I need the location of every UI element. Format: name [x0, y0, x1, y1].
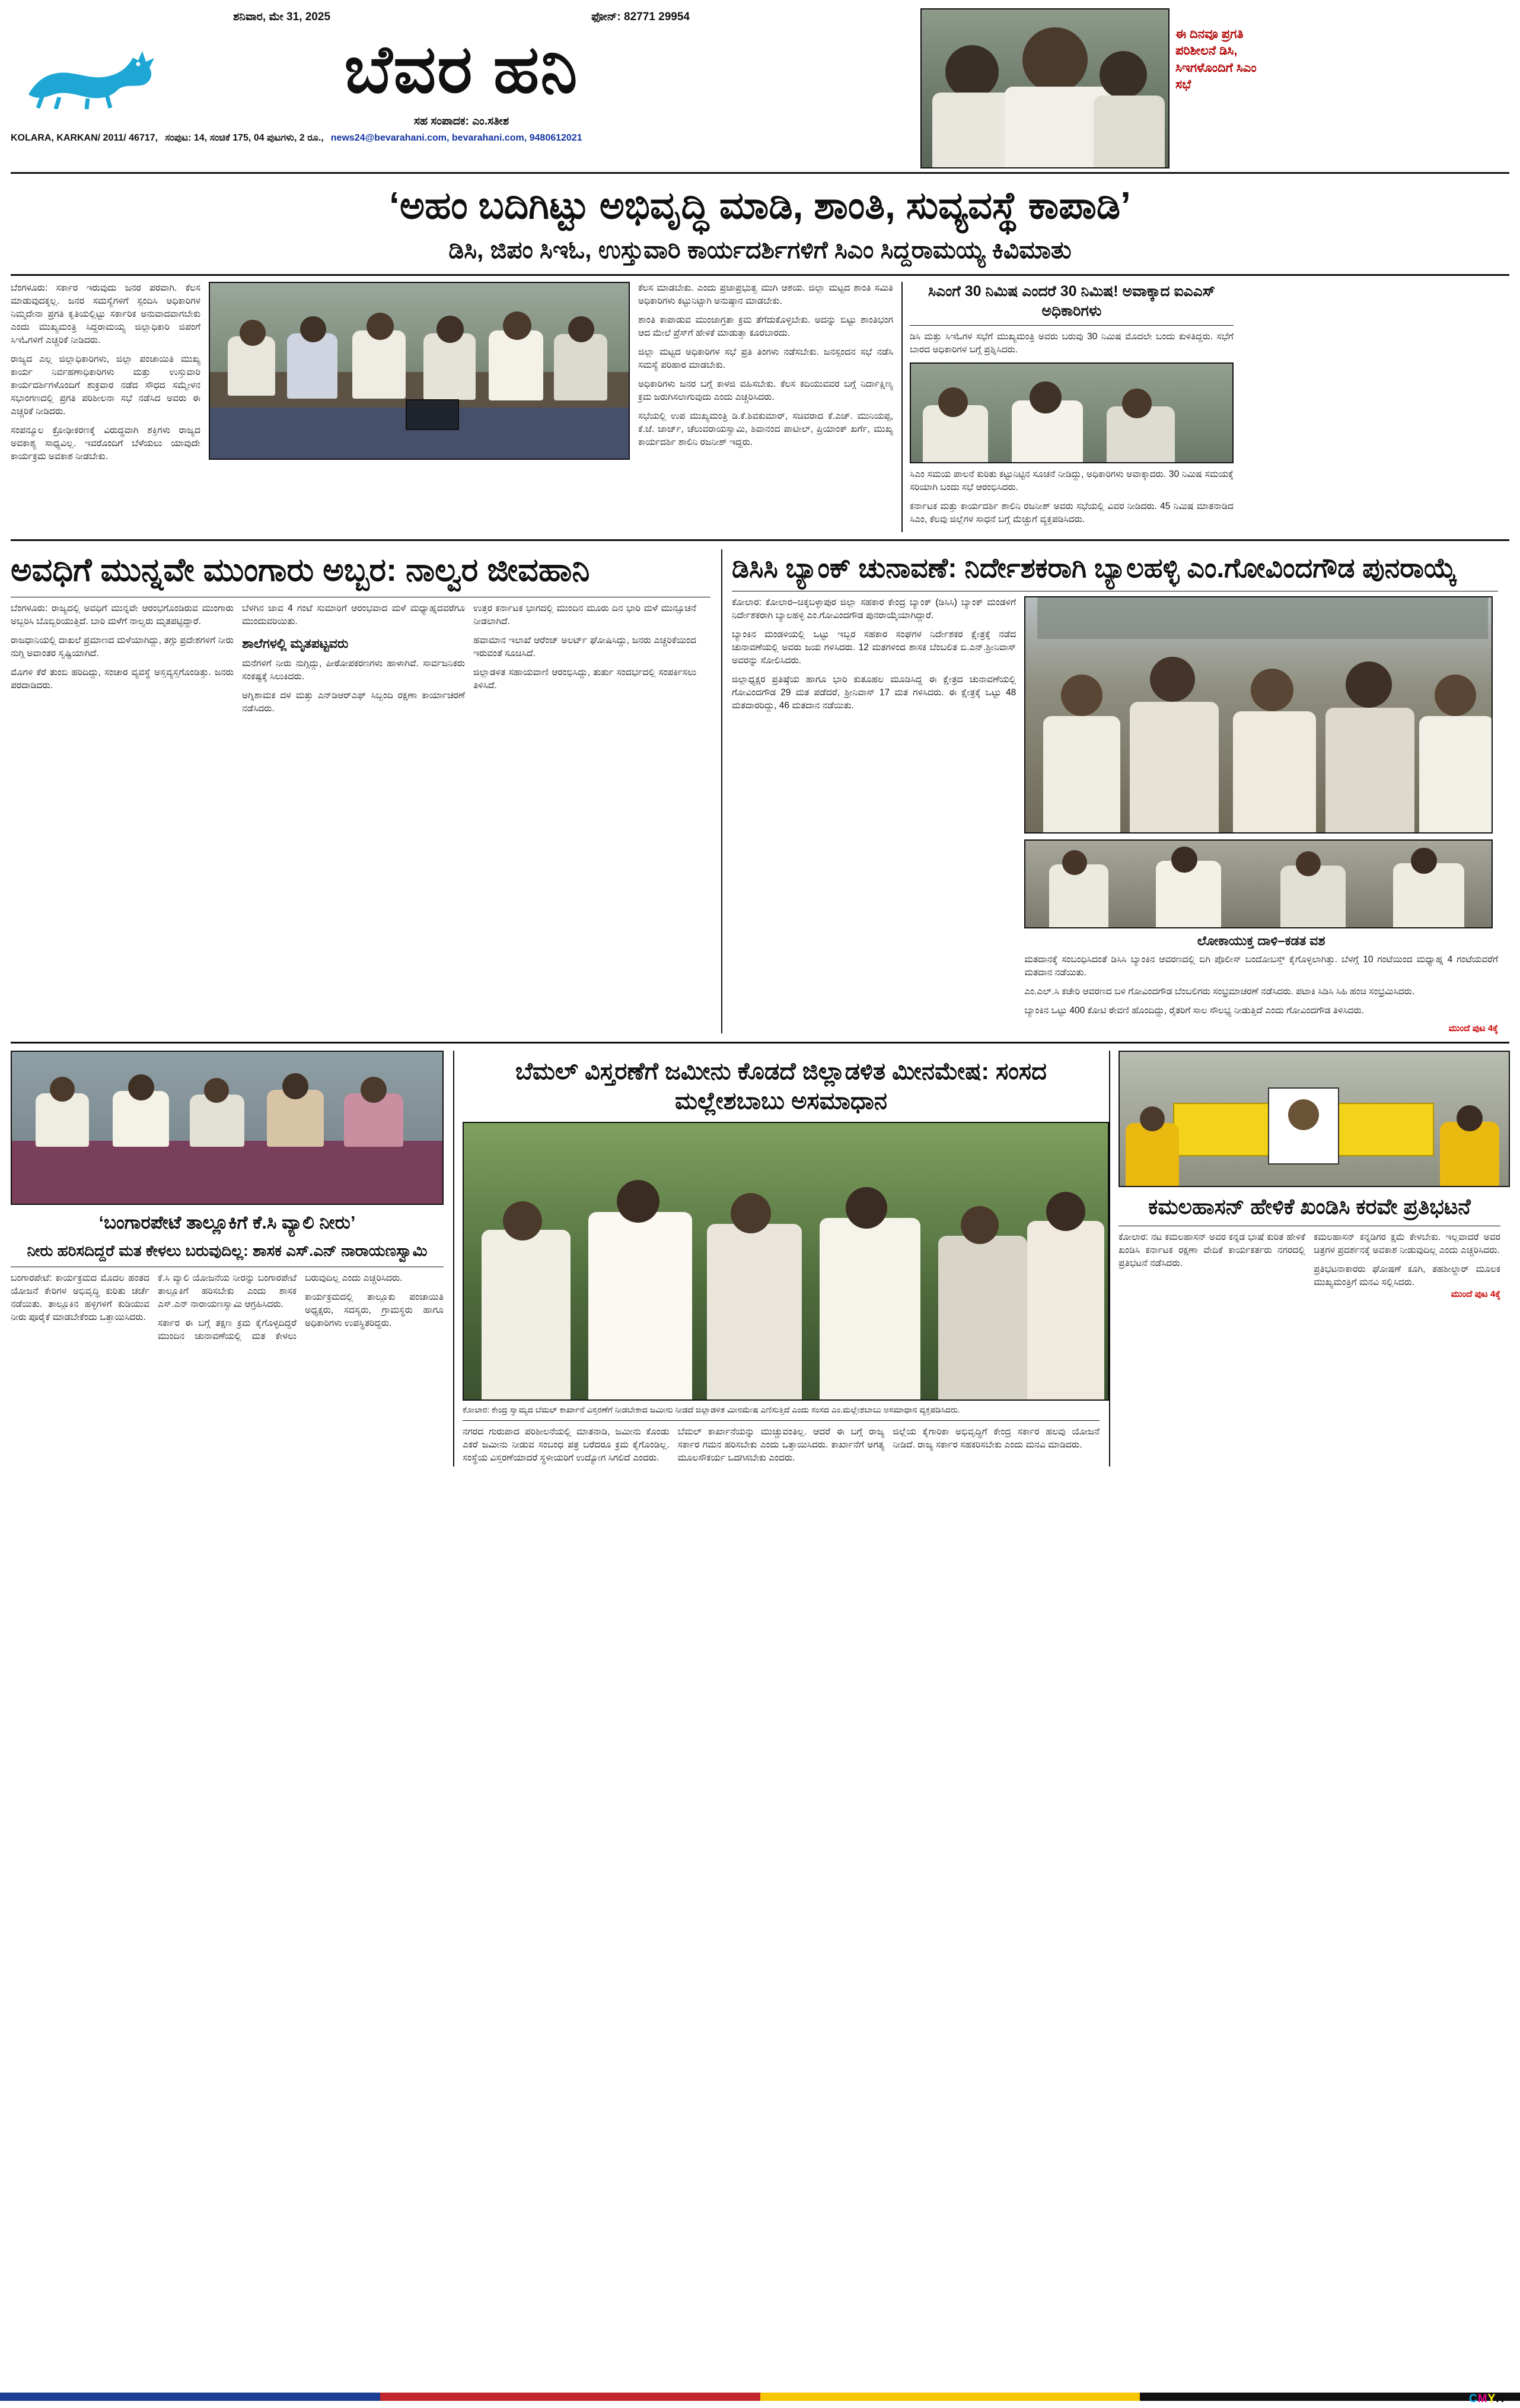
color-bar	[0, 2393, 1520, 2401]
paragraph: ಜಿಲ್ಲೆಯ ಕೈಗಾರಿಕಾ ಅಭಿವೃದ್ಧಿಗೆ ಕೇಂದ್ರ ಸರ್ಕಾರ ಹಲವು ಯೋಜನೆ ನೀಡಿದೆ. ರಾಜ್ಯ ಸರ್ಕಾರ ಸಹಕರಿಸಬೇಕು ಎಂದು ಮನವಿ ಮಾಡಿದರು.	[893, 1427, 1100, 1450]
paragraph: ಜಿಲ್ಲಾ ಮಟ್ಟದ ಅಧಿಕಾರಿಗಳ ಸಭೆ ಪ್ರತಿ ತಿಂಗಳು ನಡೆಸಬೇಕು. ಜನಸ್ಪಂದನ ಸಭೆ ನಡೆಸಿ ಸಮಸ್ಯೆ ಪರಿಹಾರ ಮಾಡಬೇಕು.	[638, 347, 893, 370]
paragraph: ಬ್ಯಾಂಕಿನ ಒಟ್ಟು 400 ಕೋಟಿ ಠೇವಣಿ ಹೊಂದಿದ್ದು, ರೈತರಿಗೆ ಸಾಲ ಸೌಲಭ್ಯ ನೀಡುತ್ತಿದೆ ಎಂದು ಗೋವಿಂದಗೌಡ ತಿಳಿಸಿದರು.	[1024, 1006, 1365, 1016]
newspaper-title: ಬೆವರ ಹನಿ	[344, 32, 579, 106]
masthead	[11, 8, 1509, 174]
masthead-right	[912, 8, 1509, 168]
masthead-photo-caption: ಈ ದಿನವೂ ಪ್ರಗತಿ ಪರಿಶೀಲನೆ ಡಿಸಿ, ಸಿಇಗಳೊಂದಿಗೆ ಸಿಎಂ ಸಭೆ	[1175, 27, 1257, 92]
bemel-headline: ಬೆಮಲ್ ವಿಸ್ತರಣೆಗೆ ಜಮೀನು ಕೊಡದೆ ಜಿಲ್ಲಾಡಳಿತ ಮೀನಮೇಷ: ಸಂಸದ ಮಲ್ಲೇಶಬಾಬು ಅಸಮಾಧಾನ	[515, 1058, 1047, 1115]
kamalhaasan-headline: ಕಮಲಹಾಸನ್ ಹೇಳಿಕೆ ಖಂಡಿಸಿ ಕರವೇ ಪ್ರತಿಭಟನೆ	[1148, 1194, 1471, 1219]
celebration-crowd-photo	[1024, 596, 1493, 834]
bemel-photo-caption: ಕೋಲಾರ: ಕೇಂದ್ರ ಸ್ವಾಮ್ಯದ ಬೆಮಲ್ ಕಾರ್ಖಾನೆ ವಿಸ್ತರಣೆಗೆ ನೀಡಬೇಕಾದ ಜಮೀನು ನೀಡದೆ ಜಿಲ್ಲಾಡಳಿತ ಮೀನಮೇಷ ಎಣಿಸುತ್ತಿದೆ ಎಂದು ಸಂಸದ ಎಂ.ಮಲ್ಲೇಶಬಾಬು ಅಸಮಾಧಾನ ವ್ಯಕ್ತಪಡಿಸಿದರು.	[463, 1405, 960, 1415]
color-bar-yellow	[760, 2393, 1140, 2401]
cmyk-y: Y	[1487, 2393, 1496, 2405]
lead-column-2	[209, 282, 630, 532]
paragraph: ಉತ್ತರ ಕರ್ನಾಟಕ ಭಾಗದಲ್ಲಿ ಮುಂದಿನ ಮೂರು ದಿನ ಭಾರಿ ಮಳೆ ಮುನ್ಸೂಚನೆ ನೀಡಲಾಗಿದೆ.	[473, 603, 696, 626]
kc-valley-story	[11, 1051, 444, 1467]
paragraph: ರಾಜಧಾನಿಯಲ್ಲಿ ದಾಖಲೆ ಪ್ರಮಾಣದ ಮಳೆಯಾಗಿದ್ದು, ತಗ್ಗು ಪ್ರದೇಶಗಳಿಗೆ ನೀರು ನುಗ್ಗಿ ಅವಾಂತರ ಸೃಷ್ಟಿಯಾಗಿದೆ.	[11, 635, 234, 659]
registration-info: KOLARA, KARKAN/ 2011/ 46717,	[11, 133, 158, 143]
paragraph: ಮತದಾನಕ್ಕೆ ಸಂಬಂಧಿಸಿದಂತೆ ಡಿಸಿಸಿ ಬ್ಯಾಂಕಿನ ಆವರಣದಲ್ಲಿ ಬಿಗಿ ಪೊಲೀಸ್ ಬಂದೋಬಸ್ತ್ ಕೈಗೊಳ್ಳಲಾಗಿತ್ತು. ಬೆಳಗ್ಗೆ 10 ಗಂಟೆಯಿಂದ ಮಧ್ಯಾಹ್ನ 4 ಗಂಟೆಯವರೆಗೆ ಮತದಾನ ನಡೆಯಿತು.	[1024, 955, 1498, 978]
paragraph: ಅಗ್ನಿಶಾಮಕ ದಳ ಮತ್ತು ಎನ್‌ಡಿಆರ್‌ಎಫ್ ಸಿಬ್ಬಂದಿ ರಕ್ಷಣಾ ಕಾರ್ಯಾಚರಣೆ ನಡೆಸಿದರು.	[242, 690, 465, 714]
divider	[11, 539, 1509, 541]
editor-line: ಸಹ ಸಂಪಾದಕ: ಎಂ.ಸತೀಶ	[413, 115, 509, 128]
masthead-flag	[11, 25, 912, 114]
color-bar-red	[380, 2393, 760, 2401]
paragraph: ಬ್ಯಾಂಕಿನ ಮಂಡಳಿಯಲ್ಲಿ ಒಟ್ಟು ಇಬ್ಬರ ಸಹಕಾರ ಸಂಘಗಳ ನಿರ್ದೇಶಕರ ಕ್ಷೇತ್ರಕ್ಕೆ ನಡೆದ ಚುನಾವಣೆಯಲ್ಲಿ ಅವರು ಜಯ ಗಳಿಸಿದರು. 12 ಮತಗಳಿಂದ ಶಾಸಕ ಬೆಂಬಲಿತ ಬಿ.ಎನ್.ಶ್ರೀನಿವಾಸ್ ಅವರನ್ನು ಸೋಲಿಸಿದರು.	[732, 629, 1016, 666]
paragraph: ನಗರದ ಗುರುಪಾದ ಪರಿಶೀಲನೆಯಲ್ಲಿ ಮಾತನಾಡಿ, ಜಮೀನು ಕೊಂಡು ಎಕರೆ ಜಮೀನು ನೀಡುವ ಸಂಬಂಧ ಪತ್ರ ಬರೆದರೂ ಕ್ರಮ ಕೈಗೊಂಡಿಲ್ಲ. ಸಂಸ್ಥೆಯ ವಿಸ್ತರಣೆಯಾದರೆ ಸ್ಥಳೀಯರಿಗೆ ಉದ್ಯೋಗ ಸಿಗಲಿದೆ ಎಂದರು.	[463, 1427, 670, 1464]
masthead-left	[11, 8, 912, 168]
dcc-headline: ಡಿಸಿಸಿ ಬ್ಯಾಂಕ್ ಚುನಾವಣೆ: ನಿರ್ದೇಶಕರಾಗಿ ಬ್ಯಾಲಹಳ್ಳಿ ಎಂ.ಗೋವಿಂದಗೌಡ ಪುನರಾಯ್ಕೆ	[732, 552, 1457, 583]
monsoon-column-2	[242, 602, 465, 721]
meeting-dais-photo	[11, 1051, 444, 1205]
issue-date: ಶನಿವಾರ, ಮೇ 31, 2025	[232, 11, 331, 23]
paragraph: ಬೆಂಗಳೂರು: ಸರ್ಕಾರ ಇರುವುದು ಜನರ ಪರವಾಗಿ. ಕೆಲಸ ಮಾಡುವುದಕ್ಕಲ್ಲ. ಜನರ ಸಮಸ್ಯೆಗಳಿಗೆ ಸ್ಪಂದಿಸಿ ಅಧಿಕಾರಿಗಳ ನಿಮ್ಮದೇನಾ ಪ್ರಗತಿ ಕೃತಿಯಲ್ಲಿಟ್ಟು ಸರ್ಕಾರಿಕ ಅನುವಾದವಾಗಬೇಕು ಎಂದು ಮುಖ್ಯಮಂತ್ರಿ ಸಿದ್ದರಾಮಯ್ಯ ಜಿಲ್ಲಾಧಿಕಾರಿ ಜಿಪಂಗೆ ಸಿಇಓಗಳಿಗೆ ಎಚ್ಚರಿಕೆ ನೀಡಿದರು.	[11, 283, 200, 345]
cmyk-m: M	[1477, 2393, 1488, 2405]
paragraph: ಜಿಲ್ಲಾಧ್ಯಕ್ಷರ ಪ್ರತಿಷ್ಠೆಯ ಹಾಗೂ ಭಾರಿ ಕುತೂಹಲ ಮೂಡಿಸಿದ್ದ ಈ ಕ್ಷೇತ್ರದ ಚುನಾವಣೆಯಲ್ಲಿ ಗೋವಿಂದಗೌಡ 29 ಮತ ಪಡೆದರೆ, ಶ್ರೀನಿವಾಸ್ 17 ಮತ ಗಳಿಸಿದರು. ಈ ಕ್ಷೇತ್ರಕ್ಕೆ ಒಟ್ಟು 48 ಮತದಾರರಿದ್ದು, 46 ಮತದಾನ ನಡೆಯಿತು.	[732, 675, 1016, 711]
paragraph: ಮೊಗಳಿ ಕೆರೆ ತುಂಬಿ ಹರಿದಿದ್ದು, ಸಂಚಾರ ವ್ಯವಸ್ಥೆ ಅಸ್ತವ್ಯಸ್ತಗೊಂಡಿತ್ತು. ಜನರು ಪರದಾಡಿದರು.	[11, 667, 234, 691]
color-bar-blue	[0, 2393, 380, 2401]
assembly-meeting-photo	[209, 282, 630, 460]
lead-body	[11, 282, 1509, 532]
paragraph: ಅಧಿಕಾರಿಗಳು ಜನರ ಬಗ್ಗೆ ಕಾಳಜಿ ವಹಿಸಬೇಕು. ಕೆಲಸ ಕದಿಯುವವರ ಬಗ್ಗೆ ನಿರ್ದಾಕ್ಷಿಣ್ಯ ಕ್ರಮ ಜರುಗಿಸಲಾಗುವುದು ಎಂದು ಎಚ್ಚರಿಸಿದರು.	[638, 379, 893, 402]
protest-photo	[1119, 1051, 1510, 1187]
deck-three	[11, 1042, 1509, 1467]
lead-sidebox	[901, 282, 1234, 532]
continued-link[interactable]: ಮುಂದೆ ಪುಟ 4ಕ್ಕೆ	[1448, 1023, 1498, 1034]
kamalhaasan-protest-story	[1109, 1051, 1500, 1467]
monsoon-column-3	[473, 602, 696, 721]
paragraph: ಕಮಲಹಾಸನ್ ಕನ್ನಡಿಗರ ಕ್ಷಮೆ ಕೇಳಬೇಕು. ಇಲ್ಲವಾದರೆ ಅವರ ಚಿತ್ರಗಳ ಪ್ರದರ್ಶನಕ್ಕೆ ಅವಕಾಶ ನೀಡುವುದಿಲ್ಲ ಎಂದು ಎಚ್ಚರಿಸಿದರು.	[1314, 1232, 1500, 1256]
divider	[11, 274, 1509, 276]
lokayukta-raid-photo	[1024, 839, 1493, 928]
dcc-bank-story	[721, 549, 1498, 1033]
cmyk-c: C	[1469, 2393, 1478, 2405]
continued-link[interactable]: ಮುಂದೆ ಪುಟ 4ಕ್ಕೆ	[1451, 1289, 1500, 1300]
color-bar-black	[1140, 2393, 1520, 2401]
lead-headline-block	[11, 174, 1509, 267]
lead-subheadline: ಡಿಸಿ, ಜಿಪಂ ಸಿಇಓ, ಉಸ್ತುವಾರಿ ಕಾರ್ಯದರ್ಶಿಗಳಿಗೆ ಸಿಎಂ ಸಿದ್ದರಾಮಯ್ಯ ಕಿವಿಮಾತು	[448, 236, 1072, 263]
paragraph: ಬೆಮಲ್ ಕಾರ್ಖಾನೆಯನ್ನು ಮುಚ್ಚುವಂತಿಲ್ಲ. ಆದರೆ ಈ ಬಗ್ಗೆ ರಾಜ್ಯ ಸರ್ಕಾರ ಗಮನ ಹರಿಸಬೇಕು ಎಂದು ಒತ್ತಾಯಿಸಿದರು. ಕಾರ್ಖಾನೆಗೆ ಅಗತ್ಯ ಮೂಲಸೌಕರ್ಯ ಒದಗಿಸಬೇಕು ಎಂದರು.	[677, 1427, 885, 1464]
deck-two	[11, 549, 1509, 1033]
divider	[910, 325, 1234, 326]
paragraph: ಸಂಪನ್ಮೂಲ ಕ್ರೋಢೀಕರಣಕ್ಕೆ ವಿರುದ್ಧವಾಗಿ ಶಕ್ತಿಗಳು ರಾಜ್ಯದ ಅವಕಾಶ್ಯ ಸಾಧ್ಯವಿಲ್ಲ. ಇವರೊಂದಿಗೆ ಬೆಳೆಯಲು ಯಾವುದೇ ಕಾರ್ಯಕ್ರಮ ಅವಕಾಶ ನೀಡಬೇಕು.	[11, 425, 200, 462]
monsoon-story	[11, 549, 710, 1033]
paragraph: ಸರ್ಕಾರ ಈ ಬಗ್ಗೆ ತಕ್ಷಣ ಕ್ರಮ ಕೈಗೊಳ್ಳದಿದ್ದರೆ ಮುಂದಿನ ಚುನಾವಣೆಯಲ್ಲಿ ಮತ ಕೇಳಲು ಬರುವುದಿಲ್ಲ ಎಂದು ಎಚ್ಚರಿಸಿದರು.	[158, 1273, 403, 1342]
lead-column-1	[11, 282, 200, 532]
lead-headline: ‘ಅಹಂ ಬದಿಗಿಟ್ಟು ಅಭಿವೃದ್ಧಿ ಮಾಡಿ, ಶಾಂತಿ, ಸುವ್ಯವಸ್ಥೆ ಕಾಪಾಡಿ’	[389, 184, 1131, 227]
paragraph: ಬೆಂಗಳೂರು: ರಾಜ್ಯದಲ್ಲಿ ಅವಧಿಗೆ ಮುನ್ನವೇ ಆರಂಭಗೊಂಡಿರುವ ಮುಂಗಾರು ಅಬ್ಬರಿಸಿ ಬೊಬ್ಬಿರಿಯುತ್ತಿದೆ. ಬಾರಿ ಮಳೆಗೆ ನಾಲ್ವರು ಮೃತಪಟ್ಟಿದ್ದಾರೆ.	[11, 603, 234, 626]
kc-valley-subheadline: ನೀರು ಹರಿಸದಿದ್ದರೆ ಮತ ಕೇಳಲು ಬರುವುದಿಲ್ಲ: ಶಾಸಕ ಎಸ್.ಎನ್ ನಾರಾಯಣಸ್ವಾಮಿ	[27, 1241, 428, 1259]
page-footer	[0, 2393, 1520, 2408]
masthead-meta	[11, 133, 912, 144]
lokayukta-photo-headline: ಲೋಕಾಯುಕ್ತ ದಾಳಿ–ಕಡತ ವಶ	[1197, 933, 1325, 949]
paragraph: ಕಾರ್ಯಕ್ರಮದಲ್ಲಿ ತಾಲ್ಲೂಕು ಪಂಚಾಯಿತಿ ಅಧ್ಯಕ್ಷರು, ಸದಸ್ಯರು, ಗ್ರಾಮಸ್ಥರು ಹಾಗೂ ಅಧಿಕಾರಿಗಳು ಉಪಸ್ಥಿತರಿದ್ದರು.	[305, 1292, 444, 1329]
bemel-visit-photo	[463, 1122, 1109, 1401]
paragraph: ಕೋಲಾರ: ನಟ ಕಮಲಹಾಸನ್ ಅವರ ಕನ್ನಡ ಭಾಷೆ ಕುರಿತ ಹೇಳಿಕೆ ಖಂಡಿಸಿ ಕರ್ನಾಟಕ ರಕ್ಷಣಾ ವೇದಿಕೆ ಕಾರ್ಯಕರ್ತರು ನಗರದಲ್ಲಿ ಪ್ರತಿಭಟನೆ ನಡೆಸಿದರು.	[1119, 1232, 1305, 1269]
paragraph: ಕೋಲಾರ: ಕೋಲಾರ–ಚಿಕ್ಕಬಳ್ಳಾಪುರ ಜಿಲ್ಲಾ ಸಹಕಾರ ಕೇಂದ್ರ ಬ್ಯಾಂಕ್ (ಡಿಸಿಸಿ) ಬ್ಯಾಂಕ್ ಮಂಡಳಿಗೆ ನಿರ್ದೇಶಕರಾಗಿ ಬ್ಯಾಲಹಳ್ಳಿ ಎಂ.ಗೋವಿಂದಗೌಡ ಪುನರಾಯ್ಕೆಯಾಗಿದ್ದಾರೆ.	[732, 597, 1016, 621]
monsoon-subhead: ಶಾಲೆಗಳಲ್ಲಿ ಮೃತಪಟ್ಟವರು	[242, 635, 349, 651]
paragraph: ಶಾಂತಿ ಕಾಪಾಡುವ ಮುಂಜಾಗ್ರತಾ ಕ್ರಮ ತೆಗೆದುಕೊಳ್ಳಬೇಕು. ಅದನ್ನು ಬಿಟ್ಟು ಶಾಂತಿಭಂಗ ಆದ ಮೇಲೆ ಪ್ರೆಸ್‌ಗೆ ಹೇಳಿಕೆ ಮಾಡುತ್ತಾ ಕೂರಬಾರದು.	[638, 315, 893, 338]
paragraph: ಪ್ರತಿಭಟನಾಕಾರರು ಘೋಷಣೆ ಕೂಗಿ, ತಹಶೀಲ್ದಾರ್ ಮೂಲಕ ಮುಖ್ಯಮಂತ್ರಿಗೆ ಮನವಿ ಸಲ್ಲಿಸಿದರು.	[1314, 1264, 1500, 1288]
lead-column-3	[638, 282, 893, 532]
kc-valley-headline: ‘ಬಂಗಾರಪೇಟೆ ತಾಲ್ಲೂಕಿಗೆ ಕೆ.ಸಿ ವ್ಯಾಲಿ ನೀರು’	[98, 1212, 356, 1233]
paragraph: ಎಂ.ಎಲ್.ಸಿ ಕಚೇರಿ ಆವರಣದ ಬಳಿ ಗೋವಿಂದಗೌಡ ಬೆಂಬಲಿಗರು ಸಂಭ್ರಮಾಚರಣೆ ನಡೆಸಿದರು. ಪಟಾಕಿ ಸಿಡಿಸಿ ಸಿಹಿ ಹಂಚಿ ಸಂಭ್ರಮಿಸಿದರು.	[1024, 987, 1415, 997]
paragraph: ಬಂಗಾರಪೇಟೆ: ಕಾರ್ಯಕ್ರಮದ ಮೊದಲ ಹಂತದ ಯೋಜನೆ ಕೇರಿಗಳ ಅಭಿವೃದ್ಧಿ ಕುರಿತು ಚರ್ಚೆ ನಡೆಯಿತು. ತಾಲ್ಲೂಕಿನ ಹಳ್ಳಿಗಳಿಗೆ ಕುಡಿಯುವ ನೀರು ಪೂರೈಕೆ ಮಾಡಬೇಕೆಂದು ಒತ್ತಾಯಿಸಿದರು.	[11, 1273, 149, 1323]
divider	[463, 1420, 1100, 1421]
paragraph: ಹವಾಮಾನ ಇಲಾಖೆ ಆರೆಂಜ್ ಅಲರ್ಟ್ ಘೋಷಿಸಿದ್ದು, ಜನರು ಎಚ್ಚರಿಕೆಯಿಂದ ಇರುವಂತೆ ಸೂಚಿಸಿದೆ.	[473, 635, 696, 659]
paragraph: ಮನೆಗಳಿಗೆ ನೀರು ನುಗ್ಗಿದ್ದು, ಪೀಠೋಪಕರಣಗಳು ಹಾಳಾಗಿವೆ. ಸಾರ್ವಜನಿಕರು ಸಂಕಷ್ಟಕ್ಕೆ ಸಿಲುಕಿದರು.	[242, 658, 465, 682]
contact-phone: ಫೋನ್: 82771 29954	[591, 11, 690, 23]
paragraph: ಸಭೆಯಲ್ಲಿ ಉಪ ಮುಖ್ಯಮಂತ್ರಿ ಡಿ.ಕೆ.ಶಿವಕುಮಾರ್, ಸಚಿವರಾದ ಕೆ.ಎಚ್. ಮುನಿಯಪ್ಪ, ಕೆ.ಜೆ. ಜಾರ್ಜ್, ಚೆಲುವರಾಯಸ್ವಾಮಿ, ಶಿವಾನಂದ ಪಾಟೀಲ್, ಪ್ರಿಯಾಂಕ್ ಖರ್ಗೆ, ಮುಖ್ಯ ಕಾರ್ಯದರ್ಶಿ ಶಾಲಿನಿ ರಜನೀಶ್ ಇದ್ದರು.	[638, 411, 893, 447]
masthead-topline	[11, 8, 912, 25]
paragraph: ಕರ್ನಾಟಕ ಮತ್ತು ಕಾರ್ಯದರ್ಶಿ ಶಾಲಿನಿ ರಜನೀಶ್ ಅವರು ಸಭೆಯಲ್ಲಿ ವಿವರ ನೀಡಿದರು. 45 ನಿಮಿಷ ಮಾತನಾಡಿದ ಸಿಎಂ, ಕೆಲವು ಜಿಲ್ಲೆಗಳ ಸಾಧನೆ ಬಗ್ಗೆ ಮೆಚ್ಚುಗೆ ವ್ಯಕ್ತಪಡಿಸಿದರು.	[910, 501, 1234, 524]
paragraph: ಕೆ.ಸಿ ವ್ಯಾಲಿ ಯೋಜನೆಯ ನೀರನ್ನು ಬಂಗಾರಪೇಟೆ ತಾಲ್ಲೂಕಿಗೆ ಹರಿಸಬೇಕು ಎಂದು ಶಾಸಕ ಎಸ್.ಎನ್ ನಾರಾಯಣಸ್ವಾಮಿ ಆಗ್ರಹಿಸಿದರು.	[158, 1273, 297, 1310]
volume-info: ಸಂಪುಟ: 14, ಸಂಚಿಕೆ 175, 04 ಪುಟಗಳು, 2 ರೂ.,	[165, 133, 324, 143]
paragraph: ರಾಜ್ಯದ ಎಲ್ಲ ಜಿಲ್ಲಾಧಿಕಾರಿಗಳು, ಜಿಲ್ಲಾ ಪಂಚಾಯಿತಿ ಮುಖ್ಯ ಕಾರ್ಯ ನಿರ್ವಹಣಾಧಿಕಾರಿಗಳು ಮತ್ತು ಉಸ್ತುವಾರಿ ಕಾರ್ಯದರ್ಶಿಗಳೊಂದಿಗೆ ಶುಕ್ರವಾರ ನಡೆದ ಸೌಧದ ಸಮ್ಮೇಳನ ಸಭಾಂಗಣದಲ್ಲಿ ಪ್ರಗತಿ ಪರಿಶೀಲನಾ ಸಭೆ ನಡೆಸಿದ ಅವರು ಈ ಎಚ್ಚರಿಕೆ ನೀಡಿದರು.	[11, 354, 200, 416]
paragraph: ಡಿಸಿ ಮತ್ತು ಸಿಇಓಗಳ ಸಭೆಗೆ ಮುಖ್ಯಮಂತ್ರಿ ಅವರು ಬರುವು 30 ನಿಮಿಷ ಮೊದಲೇ ಬಂದು ಕುಳಿತಿದ್ದರು. ಸಭೆಗೆ ಬಾರದ ಅಧಿಕಾರಿಗಳ ಬಗ್ಗೆ ಪ್ರಶ್ನಿಸಿದರು.	[910, 332, 1234, 355]
masthead-photo	[920, 8, 1170, 168]
sidebox-photo	[910, 362, 1234, 463]
paragraph: ಕೆಲಸ ಮಾಡಬೇಕು. ಎಂದು ಪ್ರಜಾಪ್ರಭುತ್ವ ಮುಗಿ ಆಶಯ. ಜಿಲ್ಲಾ ಮಟ್ಟದ ಶಾಂತಿ ಸಮಿತಿ ಅಧಿಕಾರಿಗಳು ಕಟ್ಟುನಿಟ್ಟಾಗಿ ಅನುಷ್ಠಾನ ಮಾಡಬೇಕು.	[638, 283, 893, 306]
deer-logo-icon	[17, 38, 165, 109]
paragraph: ಜಿಲ್ಲಾಡಳಿತ ಸಹಾಯವಾಣಿ ಆರಂಭಿಸಿದ್ದು, ತುರ್ತು ಸಂದರ್ಭದಲ್ಲಿ ಸಂಪರ್ಕಿಸಲು ತಿಳಿಸಿದೆ.	[473, 667, 696, 691]
cmyk-registration-mark	[1469, 2393, 1505, 2406]
dcc-column-left	[732, 596, 1016, 1033]
paragraph: ಬೆಳಗಿನ ಜಾವ 4 ಗಂಟೆ ಸುಮಾರಿಗೆ ಆರಂಭವಾದ ಮಳೆ ಮಧ್ಯಾಹ್ನದವರೆಗೂ ಮುಂದುವರಿಯಿತು.	[242, 603, 465, 626]
sidebox-headline: ಸಿಎಂಗೆ 30 ನಿಮಿಷ ಎಂದರೆ 30 ನಿಮಿಷ! ಅವಾಕ್ಕಾದ ಐಎಎಸ್ ಅಧಿಕಾರಿಗಳು	[928, 283, 1216, 319]
contact-email: news24@bevarahani.com, bevarahani.com, 9480612021	[330, 133, 582, 143]
monsoon-headline: ಅವಧಿಗೆ ಮುನ್ನವೇ ಮುಂಗಾರು ಅಬ್ಬರ: ನಾಲ್ವರ ಜೀವಹಾನಿ	[11, 552, 590, 588]
bemel-story	[453, 1051, 1100, 1467]
monsoon-column-1	[11, 602, 234, 721]
dcc-column-right	[1024, 596, 1498, 1033]
paragraph: ಸಿಎಂ ಸಮಯ ಪಾಲನೆ ಕುರಿತು ಕಟ್ಟುನಿಟ್ಟಿನ ಸೂಚನೆ ನೀಡಿದ್ದು, ಅಧಿಕಾರಿಗಳು ಅವಾಕ್ಕಾದರು. 30 ನಿಮಿಷ ಸಮಯಕ್ಕೆ ಸರಿಯಾಗಿ ಬಂದು ಸಭೆ ಆರಂಭಿಸಿದರು.	[910, 469, 1234, 492]
cmyk-k: K	[1496, 2393, 1505, 2405]
